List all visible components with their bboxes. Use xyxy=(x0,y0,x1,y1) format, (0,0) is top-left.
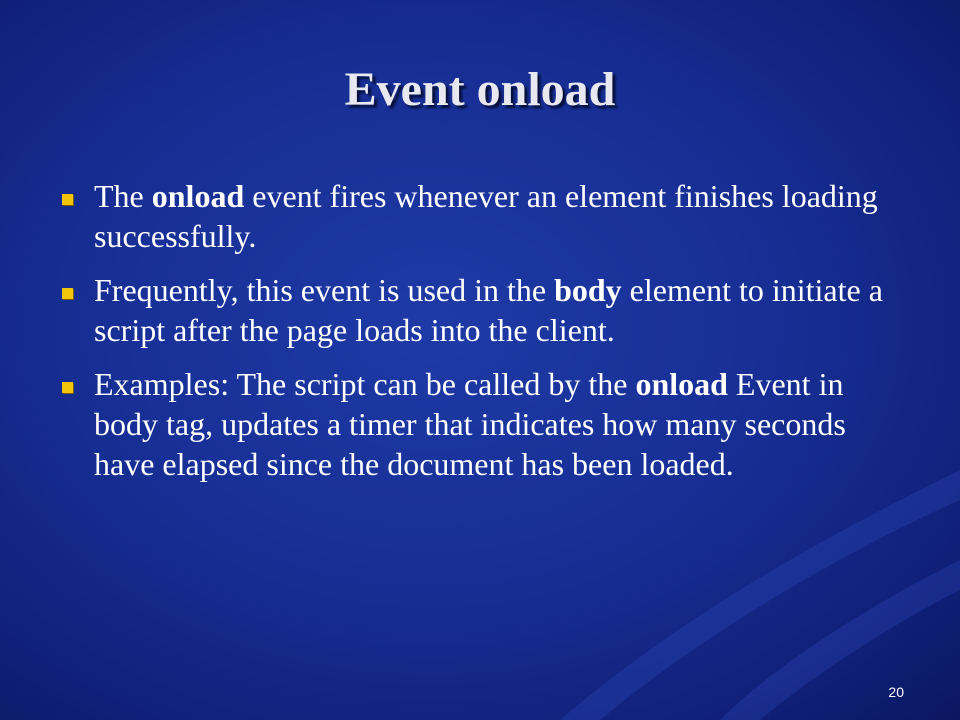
text-run: Examples: The script can be called by the xyxy=(94,366,636,402)
text-run: The xyxy=(94,178,152,214)
page-number: 20 xyxy=(888,684,904,700)
text-run: event fires whenever an element finishes loading successfully. xyxy=(94,178,878,254)
bullet-text xyxy=(94,178,878,254)
square-bullet-icon xyxy=(62,382,73,393)
bold-keyword: onload xyxy=(635,366,728,402)
text-run: Event in body tag, updates a timer that indicates how many seconds have elapsed since the document has been loaded. xyxy=(94,366,846,482)
bullet-text xyxy=(94,272,883,348)
bullet-item xyxy=(58,270,898,350)
slide-title: Event onload xyxy=(344,63,616,116)
bold-keyword: body xyxy=(554,272,622,308)
bold-keyword: onload xyxy=(151,178,245,214)
bullet-text xyxy=(94,366,846,482)
square-bullet-icon xyxy=(62,288,73,299)
bullet-item xyxy=(58,176,898,256)
square-bullet-icon xyxy=(62,194,73,205)
bullet-list xyxy=(58,176,898,498)
bullet-item xyxy=(58,364,898,484)
text-run: Frequently, this event is used in the xyxy=(94,272,555,308)
text-run: element to initiate a script after the page loads into the client. xyxy=(94,272,883,348)
